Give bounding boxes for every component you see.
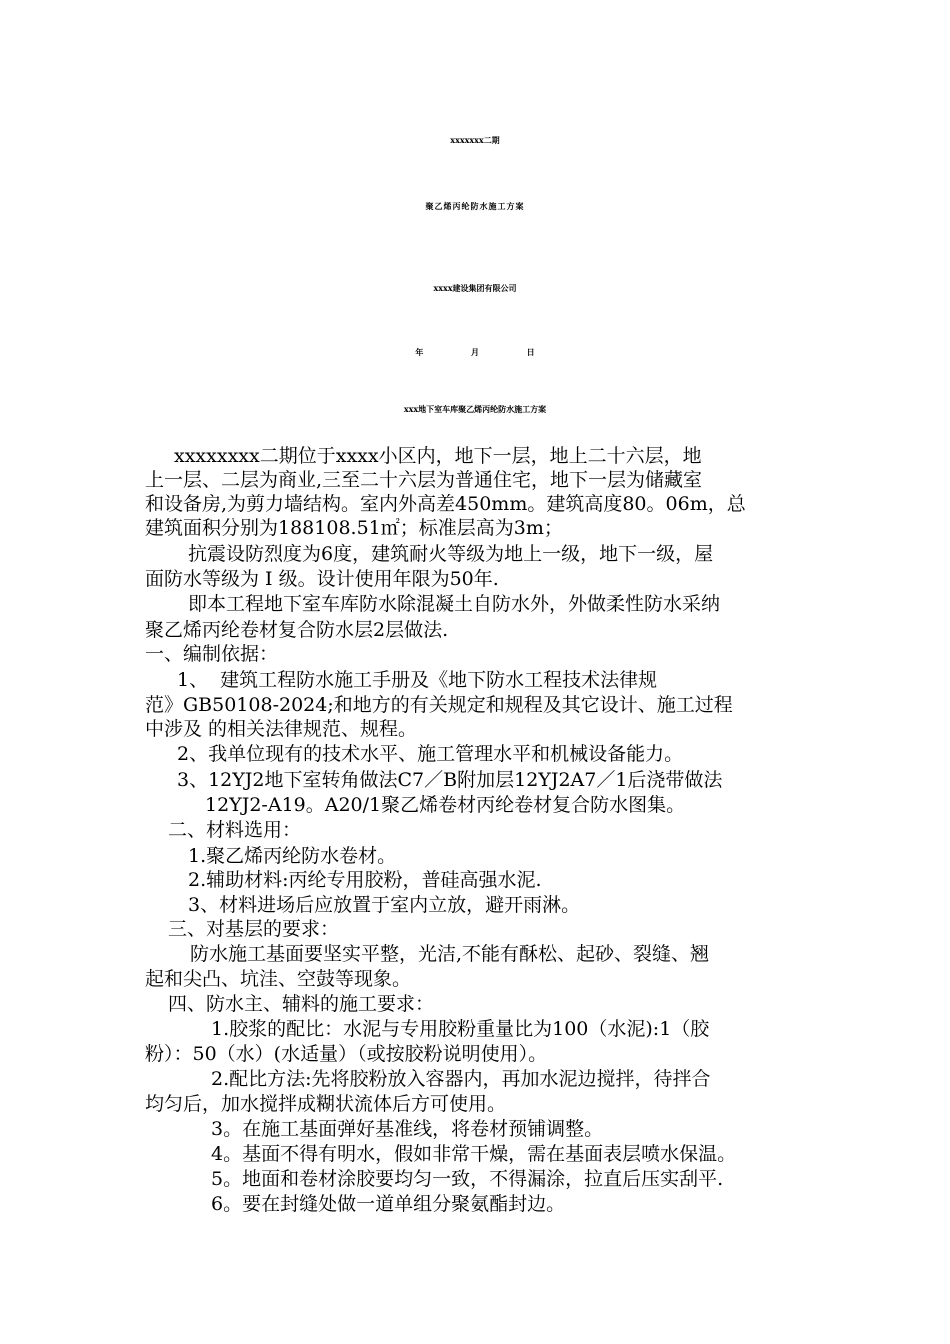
list-item: 2.辅助材料:丙纶专用胶粉，普硅高强水泥. <box>188 869 542 891</box>
para-line: 起和尖凸、坑洼、空鼓等现象。 <box>145 968 412 990</box>
para-line: 防水施工基面要坚实平整，光洁,不能有酥松、起砂、裂缝、翘 <box>190 943 710 965</box>
section-heading: 三、对基层的要求： <box>168 918 340 940</box>
para-line: 聚乙烯丙纶卷材复合防水层2层做法. <box>145 619 449 641</box>
para-line: 和设备房,为剪力墙结构。室内外高差450mm。建筑高度80。06m，总 <box>145 493 746 515</box>
section-heading: 二、材料选用： <box>168 819 302 841</box>
para-line: 即本工程地下室车库防水除混凝土自防水外，外做柔性防水采纳 <box>188 593 721 615</box>
para-line: 上一层、二层为商业,三至二十六层为普通住宅，地下一层为储藏室 <box>145 469 703 491</box>
list-item: 12YJ2-A19。A20/1聚乙烯卷材丙纶卷材复合防水图集。 <box>205 794 686 816</box>
cover-date-month: 月 <box>471 347 479 357</box>
list-item: 3、12YJ2地下室转角做法C7／B附加层12YJ2A7／1后浇带做法 <box>177 769 723 791</box>
cover-date-day: 日 <box>526 347 535 357</box>
section-heading: 四、防水主、辅料的施工要求： <box>168 993 435 1015</box>
para-line: 面防水等级为 Ⅰ 级。设计使用年限为50年. <box>145 568 499 590</box>
list-item: 中涉及 的相关法律规范、规程。 <box>145 718 418 740</box>
cover-date <box>0 348 950 356</box>
list-item: 3、材料进场后应放置于室内立放，避开雨淋。 <box>188 894 581 916</box>
list-item: 1.聚乙烯丙纶防水卷材。 <box>188 845 397 867</box>
list-item: 5。地面和卷材涂胶要均匀一致，不得漏涂，拉直后压实刮平. <box>211 1168 724 1190</box>
list-item: 2.配比方法:先将胶粉放入容器内，再加水泥边搅拌，待拌合 <box>211 1068 711 1090</box>
cover-date-year: 年 <box>415 347 424 357</box>
doc-subtitle: xxx地下室车库聚乙烯丙纶防水施工方案 <box>403 404 547 414</box>
cover-title-scheme: 聚乙烯丙纶防水施工方案 <box>425 201 525 211</box>
section-heading: 一、编制依据： <box>145 643 279 665</box>
list-item: 1、 建筑工程防水施工手册及《地下防水工程技术法律规 <box>177 669 658 691</box>
para-line: 建筑面积分别为188108.51㎡；标准层高为3m； <box>145 517 563 539</box>
cover-company: xxxx建设集团有限公司 <box>433 283 517 293</box>
cover-title-project: xxxxxxx二期 <box>450 135 500 145</box>
list-item: 范》GB50108-2024;和地方的有关规定和规程及其它设计、施工过程 <box>145 694 733 716</box>
list-item: 均匀后，加水搅拌成糊状流体后方可使用。 <box>145 1093 507 1115</box>
list-item: 3。在施工基面弹好基准线，将卷材预铺调整。 <box>211 1118 604 1140</box>
list-item: 1.胶浆的配比：水泥与专用胶粉重量比为100（水泥):1（胶 <box>211 1018 710 1040</box>
para-line: xxxxxxxx二期位于xxxx小区内，地下一层，地上二十六层，地 <box>174 445 702 467</box>
list-item: 2、我单位现有的技术水平、施工管理水平和机械设备能力。 <box>177 743 684 765</box>
list-item: 4。基面不得有明水，假如非常干燥，需在基面表层喷水保温。 <box>211 1143 737 1165</box>
para-line: 抗震设防烈度为6度，建筑耐火等级为地上一级，地下一级，屋 <box>188 543 714 565</box>
list-item: 6。要在封缝处做一道单组分聚氨酯封边。 <box>211 1193 566 1215</box>
list-item: 粉）：50（水）(水适量）（或按胶粉说明使用）。 <box>145 1043 548 1065</box>
